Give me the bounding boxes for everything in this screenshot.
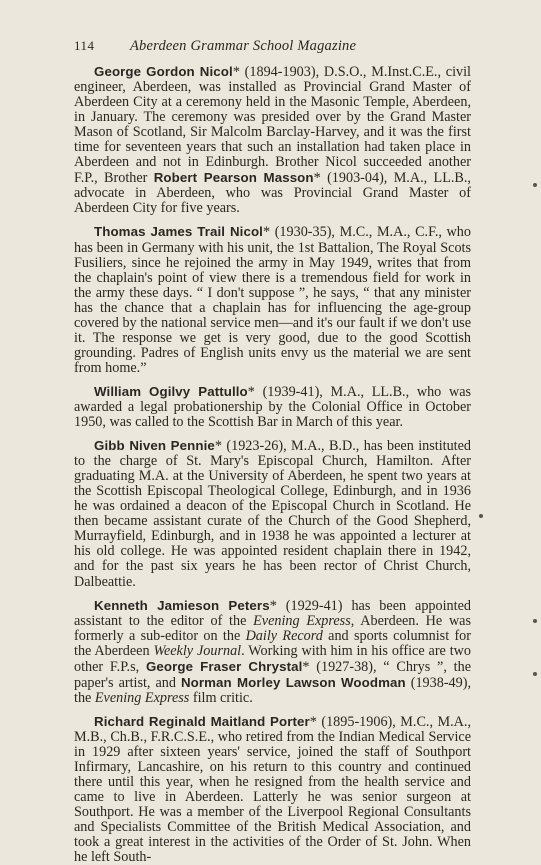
person-name: Thomas James Trail Nicol	[94, 224, 263, 240]
entry-text: , Aberdeen. He was formerly a sub-editor on the	[74, 612, 472, 644]
entry-text: . Working with him in his office are two other F.P.s,	[74, 642, 471, 675]
running-title: Aberdeen Grammar School Magazine	[130, 38, 357, 54]
print-speck	[533, 183, 537, 187]
entry-paragraph	[74, 64, 471, 216]
entry-paragraph	[74, 714, 471, 865]
entry-text: * (1927-38), “ Chrys ”, the paper's artist, and	[74, 658, 471, 691]
entry-text: * (1930-35), M.C., M.A., C.F., who has been in Germany with his unit, the 1st Battalion, The Royal Scots Fusiliers, since he rejoined the army in May 1949, writes that from the chaplain's point of view there is a tremendous field for work in the army these days. “ I don't suppose ”, he says, “ that any minister has the chance that a chaplain has for influencing the age-group covered by the national service men—and it's our fault if we don't use it. The response we get is very good, due to the good Scottish grounding. Padres of English units envy us the material we are sent from home.”	[74, 224, 471, 376]
person-name: Kenneth Jamieson Peters	[94, 597, 270, 613]
entry-text: * (1895-1906), M.C., M.A., M.B., Ch.B., F.R.C.S.E., who retired from the Indian Medical Service in 1929 after sixteen years' service, joined the staff of Southport Infirmary, Lancashire, on his return to this country and continued there until this year, when he resigned from the health service and came to live in Aberdeen. Latterly he was senior surgeon at Southport. He was a member of the Liverpool Regional Consultants and Specialists Committee of the British Medical Association, and took a great interest in the activities of the Order of St. John. When he left South-	[74, 713, 471, 865]
publication-title: Weekly Journal	[153, 642, 242, 659]
print-speck	[533, 672, 537, 676]
article-body	[74, 64, 471, 865]
person-name: Norman Morley Lawson Woodman	[180, 674, 406, 690]
person-name: George Fraser Chrystal	[145, 658, 303, 674]
entry-text: * (1939-41), M.A., LL.B., who was awarded a legal probationership by the Colonial Office in October 1950, was called to the Scottish Bar in March of this year.	[74, 383, 472, 431]
entry-text: film critic.	[189, 689, 253, 706]
entry-text: * (1894-1903), D.S.O., M.Inst.C.E., civil engineer, Aberdeen, was installed as Provincial Grand Master of Aberdeen City at a ceremony held in the Masonic Temple, Aberdeen, in January. The ceremony was presided over by the Grand Master Mason of Scotland, Sir Malcolm Barclay-Harvey, and it was the first time for seventeen years that such an installation had taken place in Aberdeen and not in Edinburgh. Brother Nicol succeeded another F.P., Brother	[74, 64, 471, 187]
publication-title: Evening Express	[253, 612, 351, 629]
entry-paragraph	[74, 598, 471, 706]
entry-text: * (1929-41) has been appointed assistant to the editor of the	[74, 597, 471, 629]
entry-text: * (1903-04), M.A., LL.B., advocate in Aberdeen, who was Provincial Grand Master of Aberdeen City for five years.	[74, 170, 471, 217]
person-name: Gibb Niven Pennie	[94, 438, 215, 454]
entry-text: * (1923-26), M.A., B.D., has been instituted to the charge of St. Mary's Episcopal Church, Hamilton. After graduating M.A. at the University of Aberdeen, he spent two years at the Scottish Episcopal Theological College, Edinburgh, and in 1936 he was ordained a deacon of the Episcopal Church in Scotland. He then became assistant curate of the Church of the Good Shepherd, Murrayfield, Edinburgh, and in 1938 he was appointed a lecturer at his old college. He was appointed resident chaplain there in 1942, and for the past six years he has been rector of Christ Church, Dalbeattie.	[74, 438, 471, 590]
entry-paragraph	[74, 224, 471, 375]
person-name: Robert Pearson Masson	[153, 170, 314, 186]
page-number: 114	[74, 38, 95, 53]
entry-paragraph	[74, 438, 471, 589]
entry-text: (1938-49), the	[74, 674, 471, 706]
person-name: George Gordon Nicol	[94, 64, 233, 79]
person-name: William Ogilvy Pattullo	[94, 383, 248, 399]
publication-title: Evening Express	[94, 689, 190, 706]
person-name: Richard Reginald Maitland Porter	[94, 713, 310, 729]
entry-paragraph	[74, 384, 471, 430]
page-header	[74, 38, 471, 60]
entry-text: and sports columnist for the Aberdeen	[74, 627, 471, 659]
print-speck	[479, 514, 483, 518]
publication-title: Daily Record	[245, 627, 323, 644]
print-speck	[533, 619, 537, 623]
